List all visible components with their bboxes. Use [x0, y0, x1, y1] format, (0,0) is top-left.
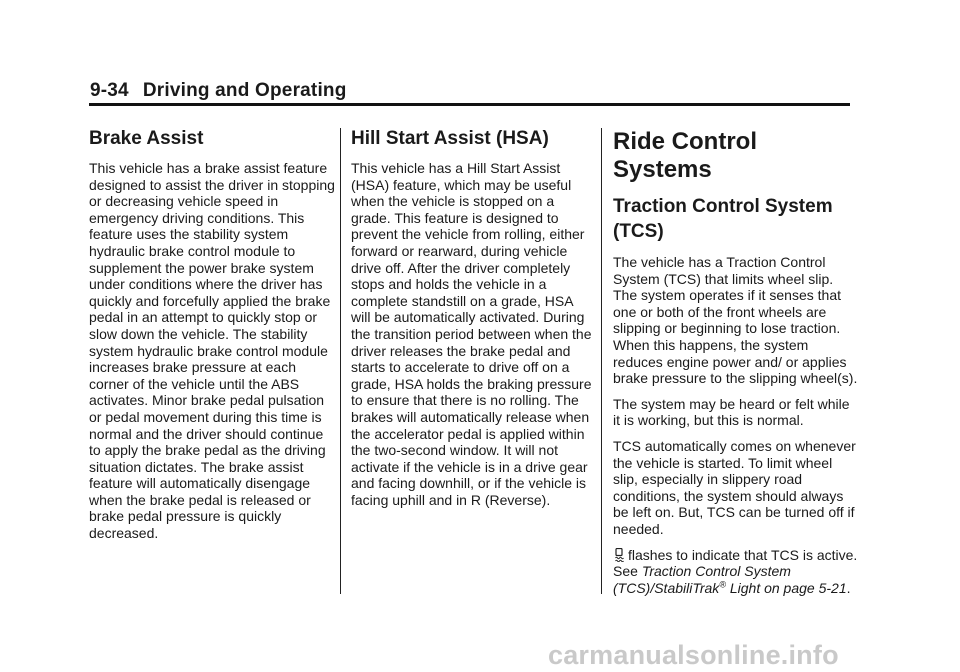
sentence-end: .	[846, 579, 851, 596]
header-rule	[89, 103, 850, 106]
registered-mark: ®	[719, 579, 726, 590]
column-divider	[601, 128, 602, 594]
ride-control-heading: Ride Control Systems	[613, 128, 757, 183]
tcs-indicator-paragraph	[613, 547, 858, 597]
tcs-subheading: Traction Control System (TCS)	[613, 196, 833, 242]
hsa-body: This vehicle has a Hill Start Assist (HSA) feature, which may be useful when the vehicle is stopped on a grade. This feature is designed to prevent the vehicle from rolling, either forward or rearward, during vehicle drive off. After the driver completely stops and holds the vehicle in a complete standstill on a grade, HSA will be automatically activated. During the transition period between when the driver releases the brake pedal and starts to accelerate to drive off on a grade, HSA holds the braking pressure to ensure that there is no rolling. The brakes will automatically release when the accelerator pedal is applied within the two-second window. It will not activate if the vehicle is in a drive gear and facing downhill, or if the vehicle is facing uphill and in R (Reverse).	[351, 160, 592, 508]
brake-assist-heading: Brake Assist	[89, 128, 204, 149]
page-header	[90, 80, 347, 102]
tcs-paragraph: The system may be heard or felt while it is working, but this is normal.	[613, 395, 850, 429]
tcs-paragraph: The vehicle has a Traction Control System (TCS) that limits wheel slip. The system operates if it senses that one or both of the front wheels are slipping or beginning to lose traction. When this happens, the system reduces engine power and/ or applies brake pressure to the slipping wheel(s).	[613, 254, 858, 387]
tcs-indicator-text: flashes to indicate that TCS is active. See	[613, 546, 858, 580]
section-title: Driving and Operating	[142, 80, 347, 101]
brake-assist-column	[89, 128, 336, 551]
cross-reference-page: Light on page 5-21	[729, 579, 847, 596]
ride-control-column	[613, 128, 858, 605]
page-number: 9-34	[90, 80, 129, 101]
hsa-column	[351, 128, 593, 517]
column-divider	[340, 128, 341, 594]
hsa-heading: Hill Start Assist (HSA)	[351, 128, 549, 149]
traction-control-light-icon	[613, 548, 625, 562]
cross-reference-title: Traction Control System (TCS)/StabiliTrak	[613, 563, 791, 596]
tcs-paragraph: TCS automatically comes on whenever the vehicle is started. To limit wheel slip, especially in slippery road conditions, the system should always be left on. But, TCS can be turned off if needed.	[613, 437, 856, 537]
cross-reference-link[interactable]	[613, 563, 847, 596]
watermark-logo: carmanualsonline.info	[548, 640, 839, 670]
brake-assist-body: This vehicle has a brake assist feature designed to assist the driver in stopping or decreasing vehicle speed in emergency driving conditions. This feature uses the stability system hydraulic brake control module to supplement the power brake system under conditions where the driver has quickly and forcefully applied the brake pedal in an attempt to quickly stop or slow down the vehicle. The stability system hydraulic brake control module increases brake pressure at each corner of the vehicle until the ABS activates. Minor brake pedal pulsation or pedal movement during this time is normal and the driver should continue to apply the brake pedal as the driving situation dictates. The brake assist feature will automatically disengage when the brake pedal is released or brake pedal pressure is quickly decreased.	[89, 160, 335, 542]
